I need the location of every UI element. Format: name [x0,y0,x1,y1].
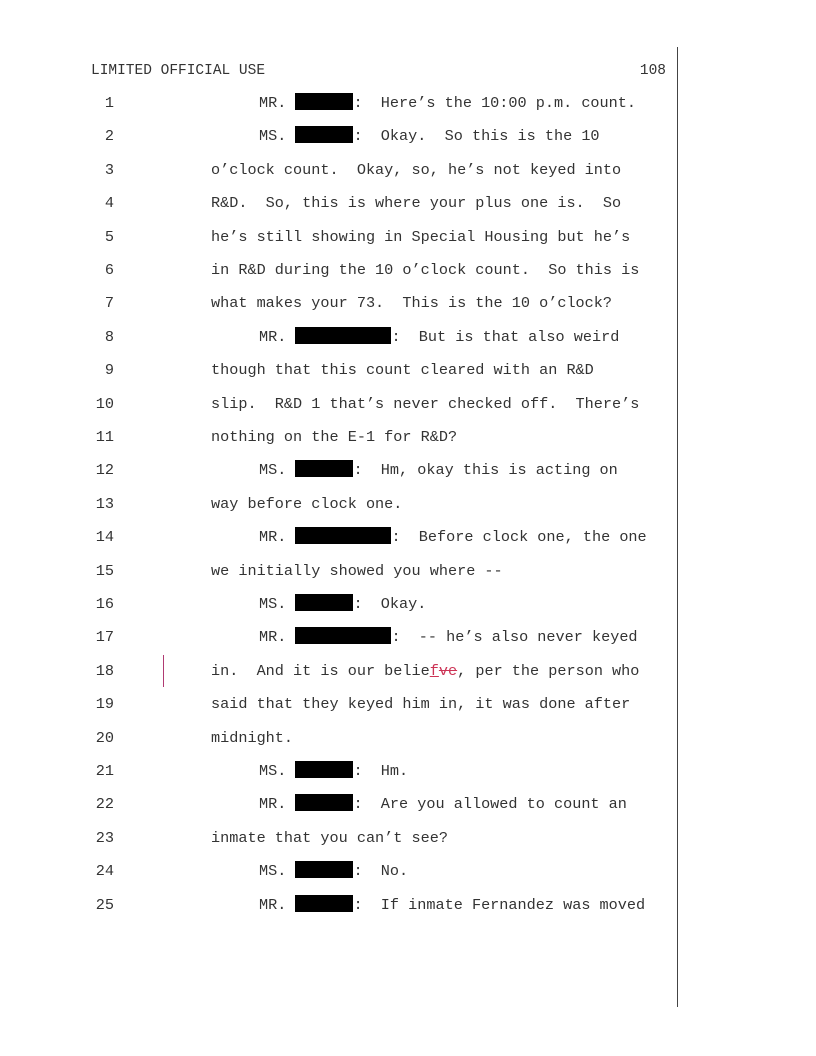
line-number: 4 [104,194,114,213]
transcript-line [0,827,816,849]
line-body: : Hm. [353,762,409,780]
line-text [259,894,645,916]
redaction-box [295,761,353,778]
transcript-line [0,560,816,582]
line-text [211,693,630,715]
line-body: slip. R&D 1 that’s never checked off. There’s [211,394,640,413]
line-body: though that this count cleared with an R&D [211,361,594,380]
line-text [259,626,638,648]
line-text [211,493,402,515]
speaker-title: MR. [259,628,296,647]
line-number: 19 [95,695,114,714]
line-body: we initially showed you where -- [211,561,503,580]
line-number: 5 [104,227,114,246]
line-number: 20 [95,728,114,747]
tracked-insertion: f [429,661,439,680]
line-body: he’s still showing in Special Housing but he’s [211,227,631,246]
line-number: 16 [95,595,114,613]
line-number: 18 [95,661,114,680]
line-number: 8 [104,327,114,346]
line-text [211,226,630,248]
line-text [259,92,636,114]
line-number: 1 [104,94,114,112]
line-body: : Hm, okay this is acting on [353,461,618,480]
line-number: 13 [95,494,114,513]
speaker-title: MS. [259,461,296,480]
line-number: 6 [104,261,114,279]
speaker-title: MR. [259,895,296,914]
transcript-line [0,860,816,882]
transcript-line [0,693,816,715]
line-text [211,426,457,448]
line-text [211,727,293,749]
redaction-box [295,327,391,344]
redaction-box [295,627,391,644]
line-number: 10 [95,394,114,413]
transcript-line [0,493,816,515]
transcript-line [0,292,816,314]
transcript-line [0,159,816,181]
line-number: 11 [95,428,114,446]
line-text [259,760,408,782]
line-number: 9 [104,361,114,380]
speaker-title: MR. [259,327,296,346]
transcript-line [0,727,816,749]
redaction-box [295,895,353,912]
line-text [211,292,612,314]
line-text [211,827,448,849]
line-number: 23 [95,828,114,847]
line-text [259,326,619,348]
transcript-line [0,192,816,214]
line-number: 21 [95,762,114,780]
speaker-title: MS. [259,127,296,146]
line-text [211,393,639,415]
transcript-line [0,526,816,548]
line-number: 17 [95,628,114,647]
speaker-title: MS. [259,762,296,780]
line-body: inmate that you can’t see? [211,828,448,847]
line-text [259,593,426,615]
line-number: 24 [95,862,114,881]
redaction-box [295,861,353,878]
line-body: in R&D during the 10 o’clock count. So this is [211,261,640,279]
line-body: o’clock count. Okay, so, he’s not keyed into [211,160,622,179]
line-body: : If inmate Fernandez was moved [353,895,646,914]
page-number: 108 [639,63,666,79]
line-body: what makes your 73. This is the 10 o’clock? [211,294,613,313]
transcript-line [0,459,816,481]
line-body: : Okay. [353,595,427,613]
line-text [211,192,621,214]
line-text [259,459,618,481]
line-number: 2 [104,127,114,146]
line-text [259,125,600,147]
line-number: 22 [95,795,114,814]
line-text [211,660,639,682]
line-text [211,159,621,181]
redaction-box [295,126,353,143]
line-text [259,860,408,882]
transcript-line [0,393,816,415]
redaction-box [295,594,353,611]
transcript-line [0,92,816,114]
transcript-line [0,593,816,615]
line-body: in. And it is our belie [211,661,430,680]
line-body: : Before clock one, the one [391,528,647,547]
transcript-line [0,125,816,147]
transcript-line [0,359,816,381]
speaker-title: MS. [259,595,296,613]
change-bar [163,655,164,687]
redaction-box [295,93,353,110]
speaker-title: MR. [259,795,296,814]
speaker-title: MR. [259,94,296,112]
line-body: way before clock one. [211,494,403,513]
line-number: 15 [95,561,114,580]
transcript-line [0,326,816,348]
transcript-line [0,760,816,782]
line-body: : Okay. So this is the 10 [353,127,600,146]
line-number: 3 [104,160,114,179]
redaction-box [295,460,353,477]
tracked-deletion: ve [438,661,458,680]
line-body: nothing on the E-1 for R&D? [211,428,458,446]
line-body-continued: , per the person who [457,661,640,680]
line-text [259,793,627,815]
line-number: 12 [95,461,114,480]
transcript-line [0,894,816,916]
line-body: : Are you allowed to count an [353,795,627,814]
line-body: R&D. So, this is where your plus one is. So [211,194,622,213]
line-number: 14 [95,528,114,547]
line-text [211,560,503,582]
line-body: midnight. [211,728,294,747]
transcript-line [0,793,816,815]
line-number: 7 [104,294,114,313]
classification-header: LIMITED OFFICIAL USE [91,63,266,79]
transcript-line [0,426,816,448]
line-text [211,259,639,281]
line-body: : But is that also weird [391,327,620,346]
line-body: : -- he’s also never keyed [391,628,638,647]
line-number: 25 [95,895,114,914]
transcript-line [0,660,816,682]
line-body: : Here’s the 10:00 p.m. count. [353,94,637,112]
transcript-line [0,259,816,281]
line-body: said that they keyed him in, it was done after [211,695,631,714]
speaker-title: MS. [259,862,296,881]
speaker-title: MR. [259,528,296,547]
line-text [211,359,594,381]
line-text [259,526,647,548]
transcript-line [0,626,816,648]
redaction-box [295,527,391,544]
redaction-box [295,794,353,811]
line-body: : No. [353,862,409,881]
transcript-line [0,226,816,248]
